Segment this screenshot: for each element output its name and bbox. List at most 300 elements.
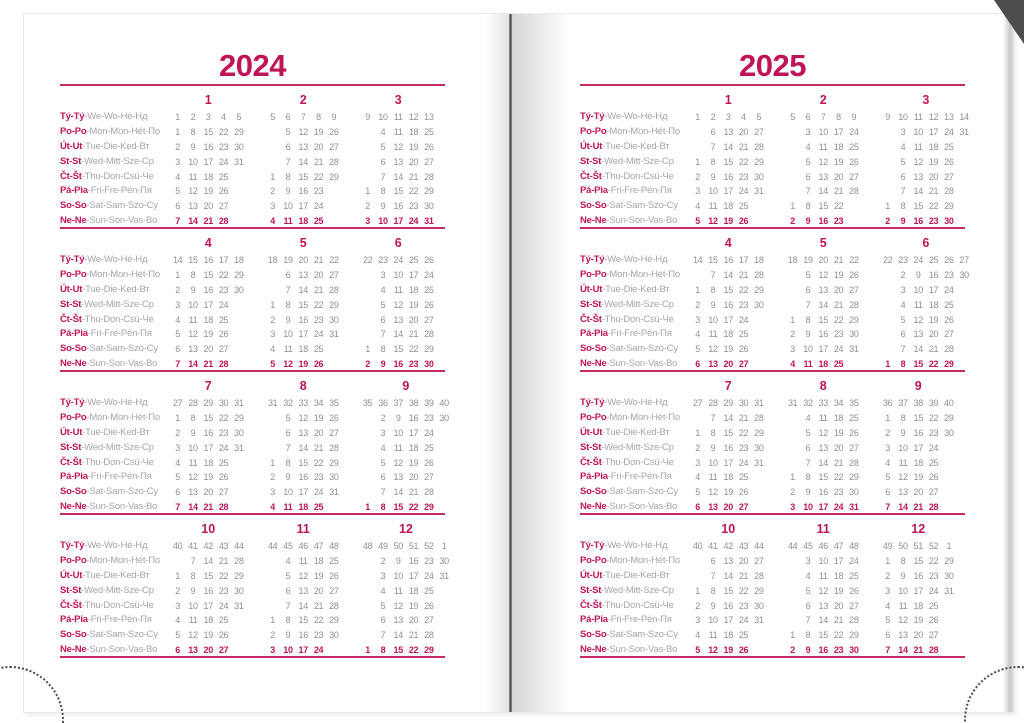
date-cell: 16 bbox=[818, 487, 828, 498]
day-label bbox=[60, 628, 168, 643]
date-cell: 9 bbox=[710, 299, 716, 310]
date-cell bbox=[341, 283, 356, 298]
date-cell bbox=[341, 268, 356, 283]
date-cell: 10 bbox=[283, 201, 293, 212]
month-column-group bbox=[688, 298, 783, 313]
date-cell: 16 bbox=[408, 555, 419, 566]
month-column-group bbox=[168, 253, 263, 268]
date-cell: 12 bbox=[393, 141, 403, 152]
day-label-local: Pá-Pia bbox=[580, 185, 608, 197]
date-cell: 26 bbox=[424, 457, 434, 468]
month-column-group bbox=[358, 298, 453, 313]
day-label bbox=[60, 411, 168, 426]
date-cell: 6 bbox=[885, 630, 890, 641]
date-cell: 20 bbox=[913, 630, 923, 641]
month-column-group bbox=[783, 199, 878, 214]
week-number-cell: 31 bbox=[267, 398, 278, 408]
date-cell: 20 bbox=[203, 645, 213, 656]
date-cell: 9 bbox=[805, 216, 811, 227]
day-label bbox=[60, 125, 168, 140]
date-cell: 20 bbox=[833, 442, 844, 453]
date-cell: 18 bbox=[313, 555, 324, 566]
date-cell: 26 bbox=[928, 615, 939, 626]
date-cell bbox=[861, 268, 876, 283]
month-number: 4 bbox=[724, 236, 732, 250]
date-cell: 19 bbox=[913, 615, 923, 626]
date-cell: 17 bbox=[408, 269, 419, 280]
month-column-group bbox=[878, 554, 973, 569]
date-cell: 27 bbox=[218, 201, 229, 212]
date-cell: 22 bbox=[928, 412, 939, 423]
calendar-row bbox=[580, 125, 969, 140]
week-number-cell: 9 bbox=[885, 112, 890, 122]
date-cell: 23 bbox=[928, 570, 939, 581]
day-label-translations: -Thu-Don-Csü-Че bbox=[81, 313, 154, 325]
week-number-cell bbox=[341, 539, 356, 554]
date-cell: 24 bbox=[849, 126, 859, 137]
date-cell: 16 bbox=[723, 299, 733, 310]
date-cell bbox=[246, 554, 261, 569]
week-number-cell: 2 bbox=[190, 112, 196, 122]
month-column-group bbox=[358, 90, 453, 110]
date-cell bbox=[360, 441, 375, 456]
calendar-row bbox=[60, 298, 445, 313]
date-cell: 15 bbox=[298, 457, 308, 468]
month-column-group bbox=[878, 140, 973, 155]
week-number-cell: 40 bbox=[944, 398, 954, 408]
week-number-cell: 49 bbox=[378, 541, 388, 551]
date-cell: 13 bbox=[298, 427, 308, 438]
week-number-cell bbox=[956, 396, 971, 411]
day-label-local: Út-Ut bbox=[60, 569, 83, 581]
day-label-local: Ne-Ne bbox=[60, 358, 87, 370]
week-number-cell: 18 bbox=[234, 255, 244, 265]
date-cell: 25 bbox=[424, 442, 434, 453]
week-number-cell bbox=[861, 539, 876, 554]
date-cell: 16 bbox=[298, 314, 308, 325]
month-column-group bbox=[168, 376, 263, 396]
date-cell: 24 bbox=[833, 502, 844, 513]
day-label bbox=[580, 184, 688, 199]
date-cell bbox=[265, 268, 280, 283]
month-column-group bbox=[783, 253, 878, 268]
date-cell bbox=[360, 613, 375, 628]
date-cell bbox=[690, 554, 705, 569]
date-cell: 30 bbox=[424, 201, 434, 212]
calendar-row bbox=[580, 283, 965, 298]
month-column-group bbox=[358, 327, 453, 342]
week-number-cell: 13 bbox=[424, 112, 434, 122]
month-number: 3 bbox=[394, 93, 402, 107]
date-cell: 25 bbox=[218, 314, 229, 325]
month-column-group bbox=[783, 233, 878, 253]
month-column-group bbox=[783, 411, 878, 426]
date-cell bbox=[231, 470, 246, 485]
date-cell: 28 bbox=[849, 457, 859, 468]
day-label-local: Tý-Tý bbox=[60, 540, 85, 551]
calendar-row bbox=[60, 456, 445, 471]
date-cell bbox=[785, 584, 800, 599]
date-cell: 28 bbox=[424, 171, 434, 182]
date-cell: 2 bbox=[900, 269, 906, 280]
date-cell bbox=[436, 170, 451, 185]
date-cell: 3 bbox=[380, 269, 386, 280]
date-cell bbox=[360, 170, 375, 185]
date-cell: 26 bbox=[218, 186, 229, 197]
month-number: 11 bbox=[816, 522, 830, 536]
week-number-cell: 17 bbox=[738, 255, 749, 265]
date-cell: 23 bbox=[928, 427, 939, 438]
date-cell: 8 bbox=[900, 555, 906, 566]
date-cell: 17 bbox=[408, 570, 419, 581]
month-column-group bbox=[688, 441, 783, 456]
date-cell bbox=[436, 327, 451, 342]
week-number-cell: 22 bbox=[849, 255, 859, 265]
date-cell bbox=[861, 485, 876, 500]
date-cell: 20 bbox=[313, 585, 324, 596]
date-cell: 17 bbox=[298, 329, 308, 340]
date-cell bbox=[861, 199, 876, 214]
month-column-group bbox=[263, 184, 358, 199]
date-cell: 25 bbox=[329, 555, 339, 566]
date-cell: 23 bbox=[738, 171, 749, 182]
month-number: 9 bbox=[914, 379, 922, 393]
date-cell: 1 bbox=[175, 269, 180, 280]
date-cell bbox=[861, 283, 876, 298]
week-number-cell: 5 bbox=[270, 112, 275, 122]
date-cell: 18 bbox=[913, 600, 923, 611]
date-cell bbox=[861, 184, 876, 199]
month-column-group bbox=[878, 569, 973, 584]
date-cell bbox=[766, 327, 781, 342]
date-cell: 13 bbox=[723, 555, 733, 566]
day-label-translations: -Tue-Die-Ked-Вт bbox=[602, 140, 670, 152]
date-cell: 26 bbox=[738, 344, 749, 355]
week-number-cell: 50 bbox=[898, 541, 908, 551]
date-cell: 4 bbox=[900, 141, 906, 152]
month-header-row bbox=[60, 233, 445, 253]
day-label-local: Út-Ut bbox=[60, 140, 83, 152]
date-cell: 9 bbox=[380, 359, 386, 370]
date-cell: 21 bbox=[203, 502, 213, 513]
date-cell: 3 bbox=[790, 344, 795, 355]
date-cell: 23 bbox=[833, 216, 844, 227]
date-cell bbox=[785, 411, 800, 426]
date-cell: 27 bbox=[928, 487, 939, 498]
date-cell bbox=[360, 485, 375, 500]
day-label bbox=[580, 485, 688, 500]
date-cell: 7 bbox=[285, 442, 291, 453]
date-cell: 4 bbox=[175, 171, 180, 182]
date-cell: 31 bbox=[424, 216, 434, 227]
date-cell: 2 bbox=[885, 216, 890, 227]
month-column-group bbox=[168, 184, 263, 199]
week-number-cell: 42 bbox=[203, 541, 213, 551]
date-cell: 1 bbox=[175, 412, 180, 423]
date-cell bbox=[246, 155, 261, 170]
day-label bbox=[580, 253, 688, 268]
date-cell: 21 bbox=[833, 186, 844, 197]
day-label-local: Út-Ut bbox=[580, 283, 603, 295]
date-cell: 7 bbox=[285, 156, 291, 167]
month-column-group bbox=[688, 519, 783, 539]
date-cell bbox=[956, 283, 971, 298]
date-cell: 1 bbox=[270, 171, 275, 182]
date-cell: 24 bbox=[424, 570, 434, 581]
date-cell: 16 bbox=[408, 412, 419, 423]
date-cell: 4 bbox=[285, 555, 291, 566]
date-cell bbox=[861, 327, 876, 342]
date-cell bbox=[766, 155, 781, 170]
day-label-translations: -Thu-Don-Csü-Че bbox=[81, 599, 154, 611]
week-number-cell: 12 bbox=[408, 112, 419, 122]
month-number: 5 bbox=[299, 236, 307, 250]
date-cell: 1 bbox=[695, 156, 700, 167]
month-column-group bbox=[688, 470, 783, 485]
date-cell: 28 bbox=[849, 186, 859, 197]
week-number-cell: 48 bbox=[329, 541, 339, 551]
day-label bbox=[580, 268, 688, 283]
date-cell: 17 bbox=[833, 126, 844, 137]
date-cell: 5 bbox=[885, 615, 890, 626]
date-cell: 13 bbox=[723, 126, 733, 137]
date-cell bbox=[246, 613, 261, 628]
date-cell bbox=[880, 184, 895, 199]
week-number-cell bbox=[246, 539, 261, 554]
date-cell bbox=[360, 155, 375, 170]
month-column-group bbox=[168, 327, 263, 342]
date-cell: 12 bbox=[188, 630, 198, 641]
month-number: 5 bbox=[819, 236, 827, 250]
month-column-group bbox=[783, 155, 878, 170]
date-cell: 19 bbox=[313, 412, 324, 423]
date-cell: 14 bbox=[898, 502, 908, 513]
week-number-cell: 51 bbox=[913, 541, 923, 551]
day-label-local: Po-Po bbox=[580, 411, 607, 423]
calendar-row bbox=[580, 268, 969, 283]
date-cell: 13 bbox=[708, 359, 718, 370]
date-cell bbox=[861, 613, 876, 628]
date-cell: 21 bbox=[408, 171, 419, 182]
day-label-translations: -Wed-Mitt-Sze-Ср bbox=[601, 441, 674, 453]
month-column-group bbox=[168, 519, 263, 539]
date-cell: 8 bbox=[190, 126, 196, 137]
date-cell bbox=[861, 342, 876, 357]
quarter-divider bbox=[580, 370, 965, 372]
day-label-local: Po-Po bbox=[60, 554, 87, 566]
date-cell: 16 bbox=[203, 141, 213, 152]
day-label-translations: -Tue-Die-Ked-Вт bbox=[82, 426, 150, 438]
date-cell: 10 bbox=[188, 299, 198, 310]
date-cell: 15 bbox=[393, 502, 403, 513]
date-cell bbox=[690, 125, 705, 140]
date-cell bbox=[246, 411, 261, 426]
date-cell: 14 bbox=[188, 502, 198, 513]
week-number-cell: 1 bbox=[441, 541, 447, 551]
date-cell: 29 bbox=[424, 502, 434, 513]
week-number-cell: 40 bbox=[172, 541, 183, 551]
day-label-local: Ne-Ne bbox=[580, 501, 607, 513]
month-column-group bbox=[783, 441, 878, 456]
date-cell: 16 bbox=[818, 329, 828, 340]
month-column-group bbox=[878, 327, 973, 342]
date-cell: 13 bbox=[708, 502, 718, 513]
date-cell: 4 bbox=[380, 442, 386, 453]
calendar-row bbox=[60, 441, 445, 456]
month-column-group bbox=[358, 569, 453, 584]
quarter-divider bbox=[60, 227, 445, 229]
date-cell: 11 bbox=[818, 412, 828, 423]
date-cell: 25 bbox=[738, 329, 749, 340]
week-number-cell: 31 bbox=[234, 398, 244, 408]
date-cell: 10 bbox=[378, 216, 388, 227]
date-cell: 21 bbox=[313, 284, 324, 295]
date-cell: 26 bbox=[849, 585, 859, 596]
date-cell: 14 bbox=[818, 457, 828, 468]
date-cell: 22 bbox=[738, 585, 749, 596]
date-cell: 5 bbox=[175, 472, 180, 483]
month-column-group bbox=[168, 569, 263, 584]
date-cell: 23 bbox=[313, 630, 324, 641]
date-cell: 21 bbox=[408, 329, 419, 340]
day-label-local: Po-Po bbox=[580, 268, 607, 280]
date-cell: 22 bbox=[833, 630, 844, 641]
day-label-translations: -Wed-Mitt-Sze-Ср bbox=[81, 584, 154, 596]
date-cell bbox=[766, 441, 781, 456]
week-number-cell: 1 bbox=[946, 541, 952, 551]
day-label-translations: -Fri-Fre-Pén-Пя bbox=[87, 614, 152, 626]
date-cell: 29 bbox=[754, 585, 764, 596]
month-column-group bbox=[878, 313, 973, 328]
date-cell: 4 bbox=[790, 359, 795, 370]
date-cell: 14 bbox=[723, 412, 733, 423]
date-cell bbox=[231, 184, 246, 199]
month-number: 2 bbox=[299, 93, 307, 107]
date-cell: 12 bbox=[298, 126, 308, 137]
date-cell: 11 bbox=[393, 442, 403, 453]
month-column-group bbox=[168, 599, 263, 614]
week-number-cell: 26 bbox=[944, 255, 954, 265]
date-cell: 20 bbox=[913, 487, 923, 498]
week-number-cell: 45 bbox=[283, 541, 293, 551]
calendar-row bbox=[60, 184, 445, 199]
month-column-group bbox=[688, 233, 783, 253]
week-number-cell: 36 bbox=[378, 398, 388, 408]
month-column-group bbox=[263, 411, 358, 426]
week-number-cell: 25 bbox=[408, 255, 419, 265]
month-column-group bbox=[168, 342, 263, 357]
day-label-local: So-So bbox=[60, 486, 87, 498]
date-cell: 21 bbox=[738, 269, 749, 280]
day-label-local: Čt-Št bbox=[580, 313, 602, 325]
date-cell bbox=[341, 170, 356, 185]
date-cell: 3 bbox=[805, 555, 811, 566]
date-cell: 22 bbox=[928, 201, 939, 212]
date-cell: 1 bbox=[885, 201, 890, 212]
week-number-cell: 12 bbox=[928, 112, 939, 122]
date-cell bbox=[436, 456, 451, 471]
date-cell bbox=[956, 613, 971, 628]
date-cell: 13 bbox=[913, 171, 923, 182]
day-label-local: Čt-Št bbox=[60, 599, 82, 611]
day-label-translations: -Thu-Don-Csü-Че bbox=[601, 599, 674, 611]
date-cell bbox=[880, 283, 895, 298]
week-number-cell: 10 bbox=[378, 112, 388, 122]
month-column-group bbox=[688, 155, 783, 170]
week-number-cell: 26 bbox=[424, 255, 434, 265]
day-label-local: Po-Po bbox=[60, 411, 87, 423]
date-cell: 17 bbox=[928, 126, 939, 137]
date-cell: 14 bbox=[393, 329, 403, 340]
month-column-group bbox=[688, 613, 783, 628]
date-cell: 25 bbox=[218, 615, 229, 626]
date-cell: 4 bbox=[805, 141, 811, 152]
day-label bbox=[580, 342, 688, 357]
date-cell bbox=[265, 155, 280, 170]
week-number-cell: 42 bbox=[723, 541, 733, 551]
date-cell: 20 bbox=[723, 359, 733, 370]
month-column-group bbox=[168, 470, 263, 485]
calendar-row bbox=[60, 125, 445, 140]
day-label bbox=[580, 456, 688, 471]
date-cell: 2 bbox=[695, 600, 700, 611]
month-column-group bbox=[168, 298, 263, 313]
date-cell bbox=[246, 456, 261, 471]
date-cell: 16 bbox=[393, 359, 403, 370]
date-cell: 21 bbox=[313, 442, 324, 453]
date-cell bbox=[846, 199, 861, 214]
date-cell bbox=[436, 184, 451, 199]
date-cell: 27 bbox=[754, 126, 764, 137]
date-cell: 29 bbox=[944, 359, 954, 370]
date-cell: 28 bbox=[944, 344, 954, 355]
date-cell: 1 bbox=[790, 630, 795, 641]
day-label-local: Út-Ut bbox=[580, 569, 603, 581]
week-number-cell: 47 bbox=[833, 541, 844, 551]
calendar-row bbox=[60, 140, 445, 155]
date-cell: 13 bbox=[818, 600, 828, 611]
week-number-cell: 49 bbox=[882, 541, 893, 551]
date-cell: 29 bbox=[944, 555, 954, 566]
date-cell: 12 bbox=[393, 299, 403, 310]
date-cell: 24 bbox=[424, 269, 434, 280]
month-column-group bbox=[263, 519, 358, 539]
week-number-cell: 13 bbox=[944, 112, 954, 122]
date-cell: 9 bbox=[190, 427, 196, 438]
date-cell: 8 bbox=[285, 299, 291, 310]
week-number-cell bbox=[766, 539, 781, 554]
day-label bbox=[60, 426, 168, 441]
date-cell: 29 bbox=[754, 427, 764, 438]
date-cell: 8 bbox=[710, 156, 716, 167]
date-cell bbox=[341, 125, 356, 140]
date-cell: 12 bbox=[818, 269, 828, 280]
date-cell: 20 bbox=[408, 314, 419, 325]
date-cell: 12 bbox=[818, 156, 828, 167]
date-cell bbox=[231, 199, 246, 214]
month-header-row bbox=[60, 376, 445, 396]
date-cell: 10 bbox=[708, 457, 718, 468]
date-cell: 3 bbox=[900, 126, 906, 137]
date-cell bbox=[861, 554, 876, 569]
date-cell bbox=[880, 342, 895, 357]
date-cell: 23 bbox=[313, 472, 324, 483]
date-cell: 17 bbox=[203, 600, 213, 611]
date-cell: 29 bbox=[329, 171, 339, 182]
day-label bbox=[60, 253, 168, 268]
date-cell bbox=[941, 628, 956, 643]
day-label-translations: -We-Wo-Hé-Нд bbox=[604, 397, 668, 408]
